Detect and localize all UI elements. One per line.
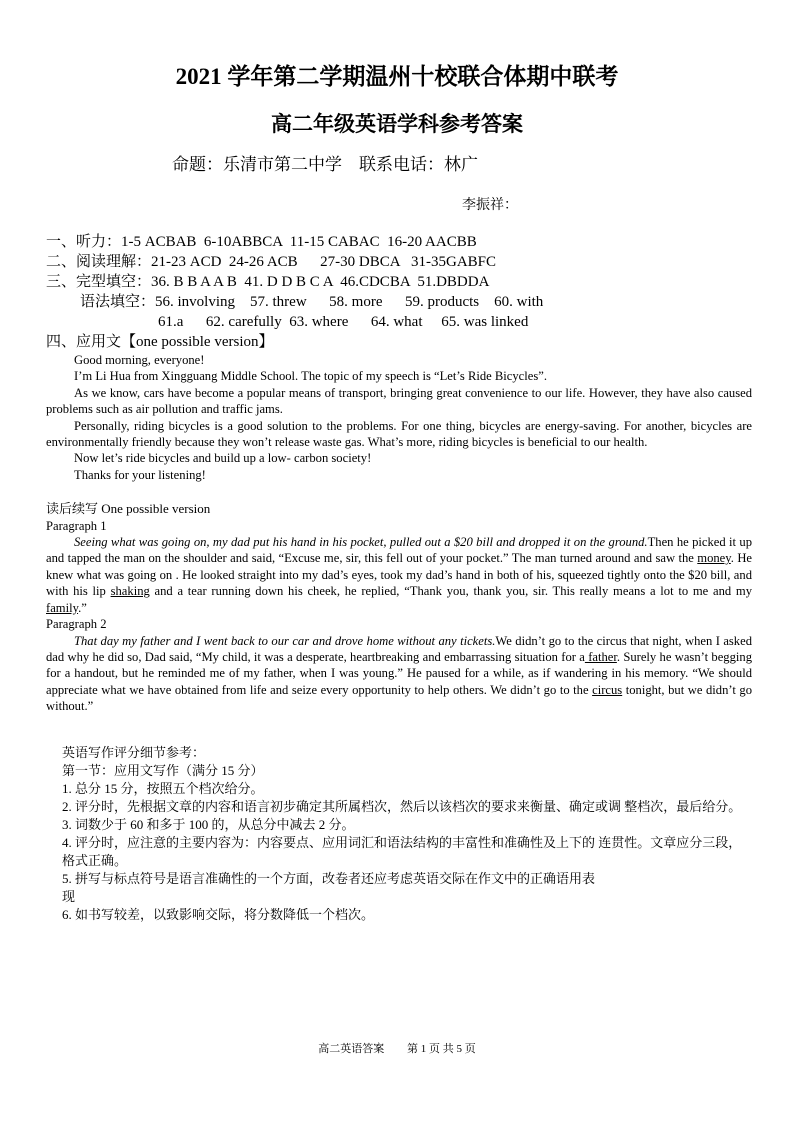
underlined-word: shaking: [110, 584, 150, 599]
essay-paragraph: Now let’s ride bicycles and build up a low- carbon society!: [74, 451, 372, 466]
rubric-item: 1. 总分 15 分，按照五个档次给分。: [62, 781, 264, 796]
continuation-paragraph-1: [46, 534, 752, 616]
text-span: . He knew what was going on . He looked straight into my dad’s eyes, took my dad’s hand in both of his, squeezed tightly onto the $20 bill, and with his lip: [46, 551, 753, 599]
page-subtitle: 高二年级英语学科参考答案: [271, 112, 523, 136]
paragraph-label: Paragraph 1: [46, 518, 107, 533]
rubric-item: 4. 评分时，应注意的主要内容为：内容要点、应用词汇和语法结构的丰富性和准确性及上下的 连贯性。文章应分三段，格式正确。: [62, 835, 742, 868]
footer-doc-name: 高二英语答案: [318, 1043, 385, 1055]
underlined-word: family: [46, 600, 79, 615]
continuation-paragraph-2: [46, 633, 752, 715]
essay-paragraph: As we know, cars have become a popular means of transport, bringing great convenience to our life. However, they have also caused problems such as air pollution and traffic jams.: [46, 385, 752, 417]
rubric-item: 6. 如书写较差，以致影响交际，将分数降低一个档次。: [62, 907, 375, 922]
essay-intro: I’m Li Hua from Xingguang Middle School. The topic of my speech is “Let’s Ride Bicycles”.: [74, 369, 547, 384]
cloze-answers: 三、完型填空：36. B B A A B 41. D D B C A 46.CDCBA 51.DBDDA: [46, 274, 490, 290]
rubric-section: 第一节：应用文写作（满分 15 分）: [62, 763, 264, 778]
grammar-answers-line1: 语法填空：56. involving 57. threw 58. more 59. products 60. with: [80, 294, 544, 310]
writing-heading: 四、应用文【one possible version】: [46, 334, 274, 350]
page-title: 2021 学年第二学期温州十校联合体期中联考: [175, 64, 619, 89]
rubric-item: 2. 评分时，先根据文章的内容和语言初步确定其所属档次，然后以该档次的要求来衡量、确定或调 整档次，最后给分。: [62, 799, 742, 814]
underlined-word: father: [584, 649, 617, 664]
rubric-item: 3. 词数少于 60 和多于 100 的，从总分中减去 2 分。: [62, 817, 355, 832]
rubric-title: 英语写作评分细节参考：: [62, 745, 206, 760]
essay-closing: Thanks for your listening!: [74, 467, 206, 482]
scoring-rubric: [62, 744, 742, 924]
given-sentence: Seeing what was going on, my dad put his hand in his pocket, pulled out a $20 bill and dropped it on the ground.: [74, 535, 648, 550]
listening-answers: 一、听力：1-5 ACBAB 6-10ABBCA 11-15 CABAC 16-20 AACBB: [46, 234, 477, 250]
text-span: .”: [78, 600, 87, 615]
underlined-word: circus: [592, 682, 623, 697]
page-footer: [0, 1040, 794, 1056]
underlined-word: money: [697, 551, 731, 566]
text-span: We didn’t go to the circus that night, when I asked dad why he did so, Dad said, “My child, it was a desperate, heartbreaking and embarrassing situation for a: [46, 633, 752, 664]
essay-paragraph: Personally, riding bicycles is a good solution to the problems. For one thing, bicycles are energy-saving. For another, bicycles are environmentally friendly because they won’t release waste gas. What’s more, riding bicycles is beneficial to our health.: [46, 418, 752, 450]
reading-answers: 二、阅读理解：21-23 ACD 24-26 ACB 27-30 DBCA 31-35GABFC: [46, 254, 497, 270]
text-span: tonight, but we didn’t go without.”: [46, 682, 752, 714]
answer-key: [46, 232, 543, 352]
given-sentence: That day my father and I went back to our car and drove home without any tickets.: [74, 633, 496, 648]
paragraph-label: Paragraph 2: [46, 617, 107, 632]
sample-essays: [46, 352, 752, 715]
text-span: and a tear running down his cheek, he replied, “Thank you, thank you, sir. This really means a lot to me and my: [149, 584, 752, 599]
text-span: Then he picked it up and tapped the man on the shoulder and said, “Excuse me, sir, this fell out of your pocket.” The man turned around and saw the: [46, 535, 752, 566]
rubric-item-continued: 现: [62, 889, 76, 904]
grammar-answers-line2: 61.a 62. carefully 63. where 64. what 65. was linked: [158, 314, 529, 330]
essay-greeting: Good morning, everyone!: [74, 353, 205, 367]
author-line: 命题：乐清市第二中学 联系电话：林广: [172, 155, 478, 174]
page-number: 第 1 页 共 5 页: [407, 1043, 476, 1055]
continuation-heading: 读后续写 One possible version: [46, 501, 211, 517]
rubric-item: 5. 拼写与标点符号是语言准确性的一个方面，改卷者还应考虑英语交际在作文中的正确语用表: [62, 871, 596, 886]
text-span: . Surely he wasn’t begging for a handout, but he reminded me of my father, when I was young.” He paused for a while, as if wandering in his memory. “We should appreciate what we have obtained from life and seize every opportunity to help others. We didn’t go to the: [46, 649, 752, 697]
author-line-continued: 李振祥：: [462, 198, 518, 213]
